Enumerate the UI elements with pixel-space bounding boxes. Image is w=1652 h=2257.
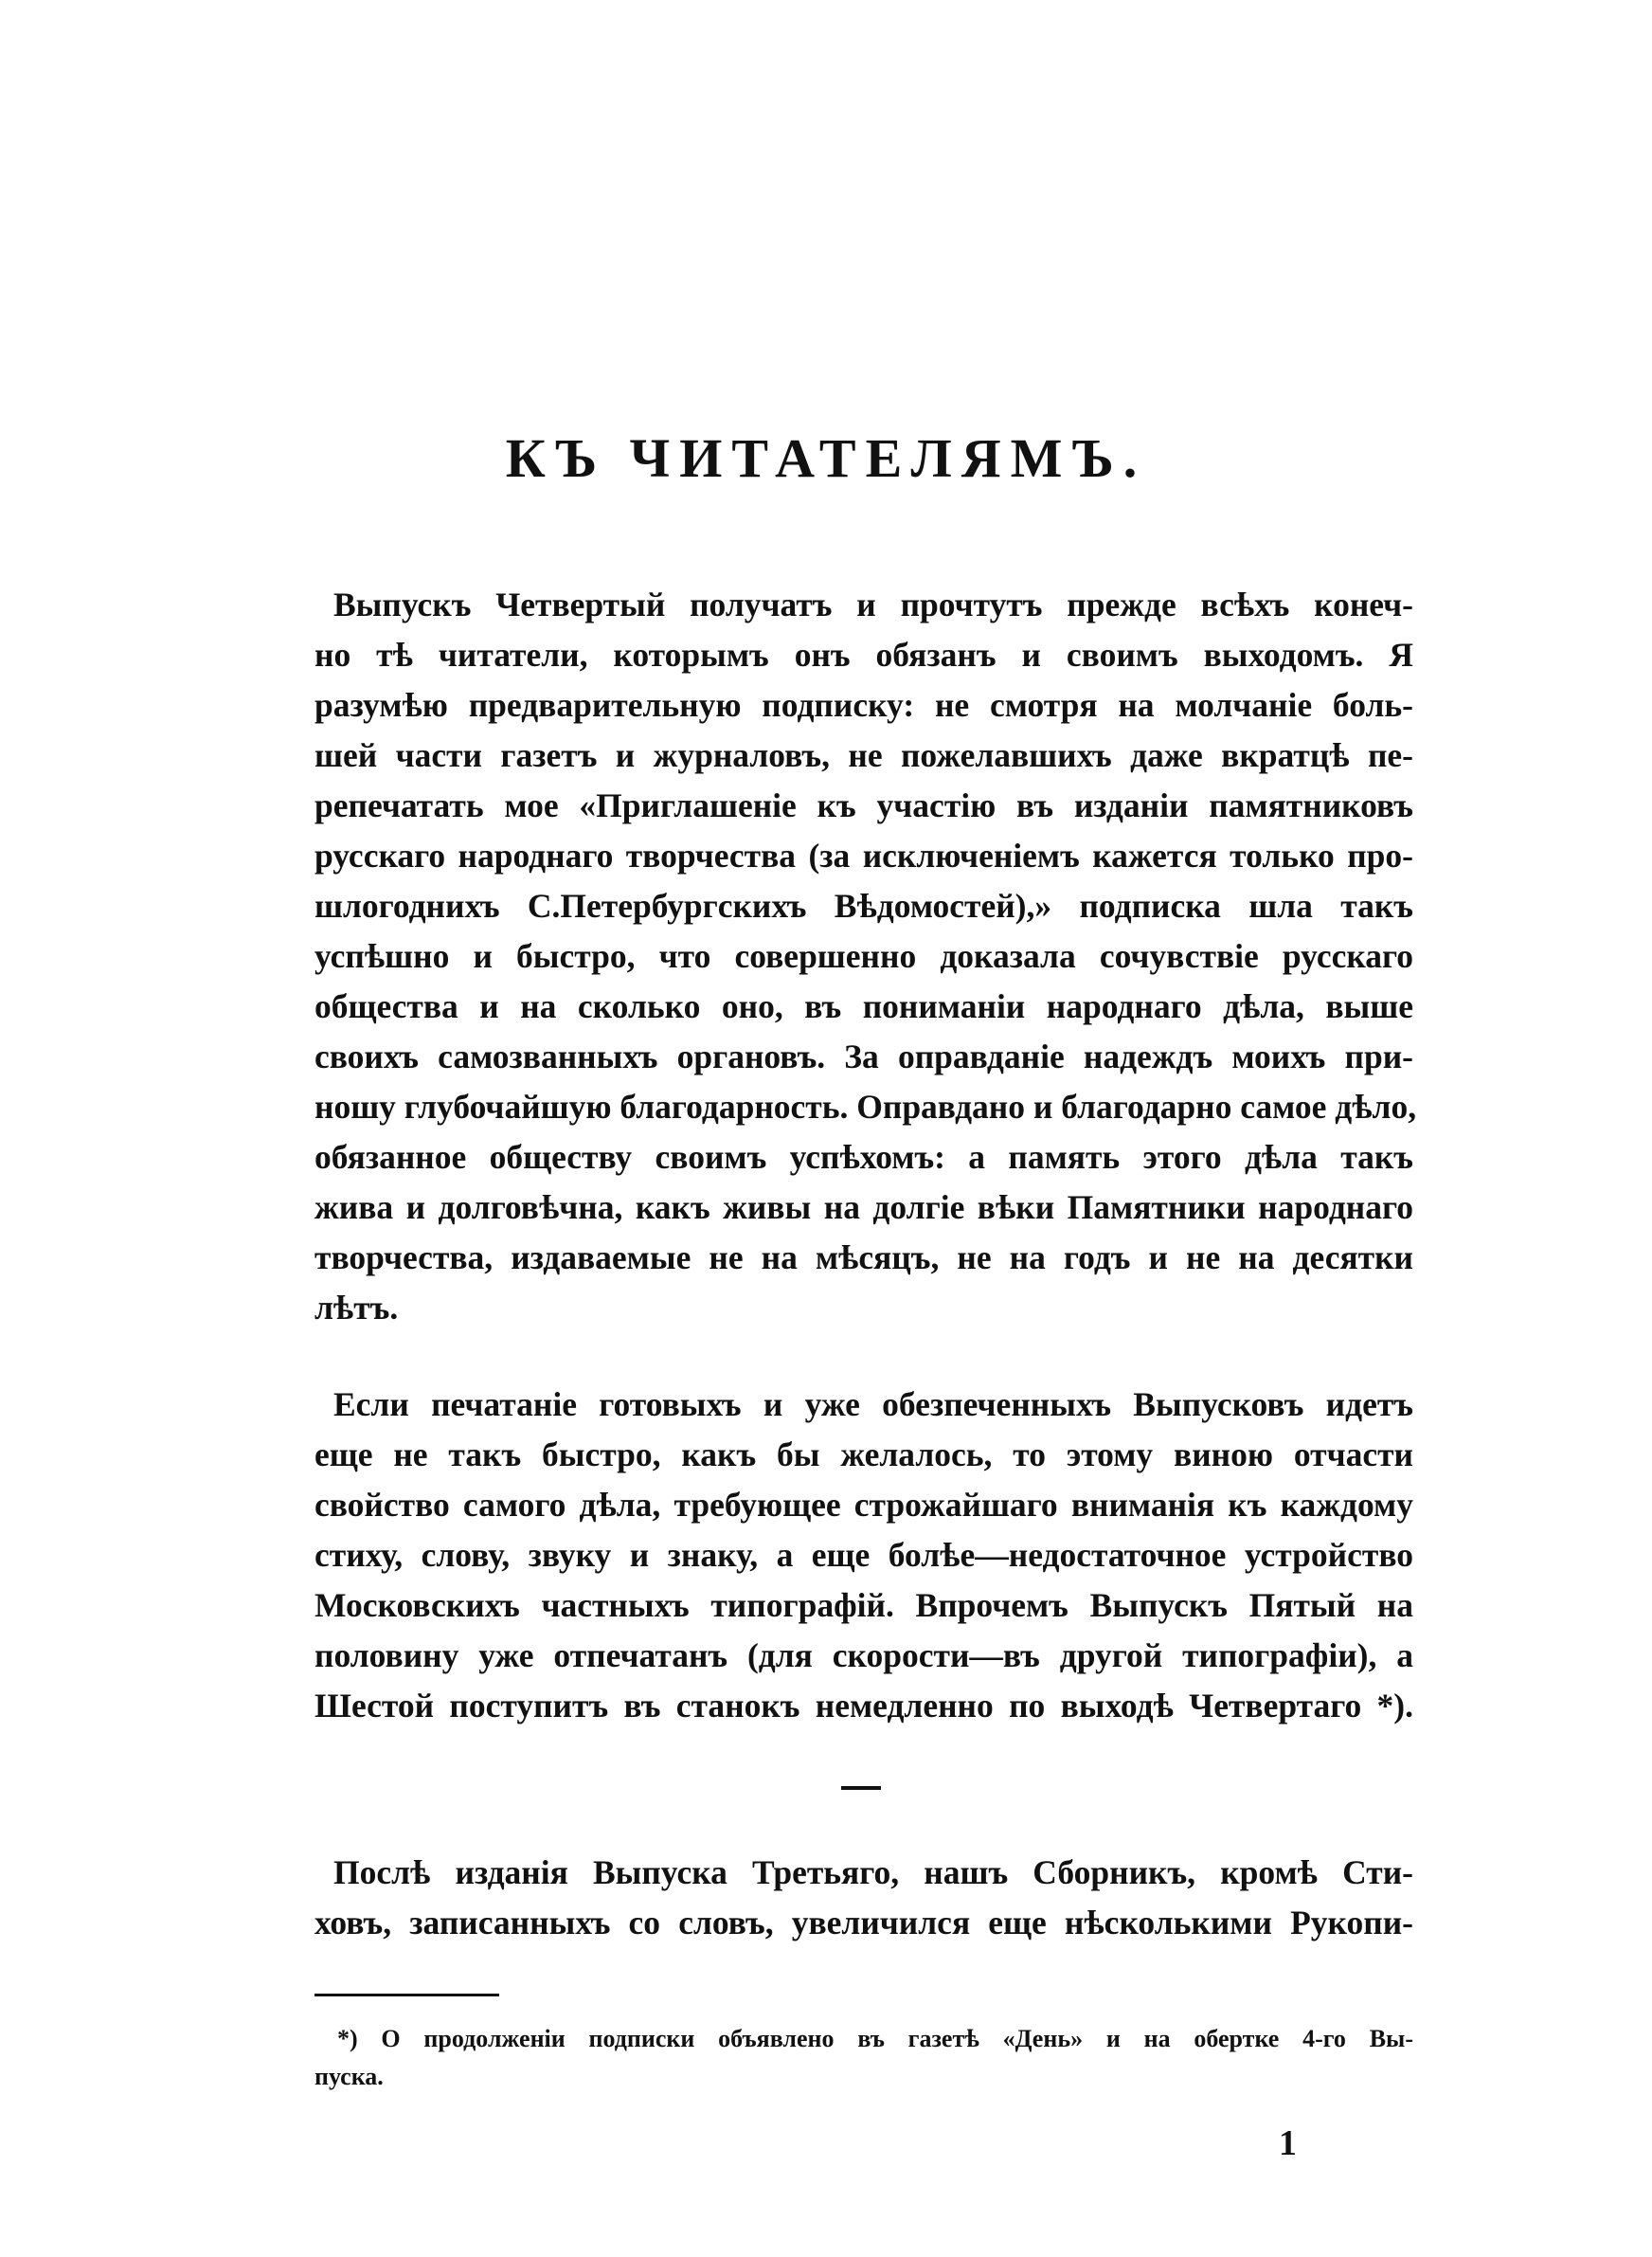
text-line: Послѣ изданія Выпуска Третьяго, нашъ Сборникъ, кромѣ Сти- bbox=[333, 1853, 1413, 1891]
text-line: половину уже отпечатанъ (для скорости—въ другой типографіи), а bbox=[314, 1636, 1413, 1674]
text-line: творчества, издаваемые не на мѣсяцъ, не на годъ и не на десятки bbox=[314, 1238, 1413, 1276]
page-title: КЪ ЧИТАТЕЛЯМЪ. bbox=[505, 427, 1147, 489]
text-line: своихъ самозванныхъ органовъ. За оправданіе надеждъ моихъ при- bbox=[314, 1038, 1413, 1075]
text-line: Шестой поступитъ въ станокъ немедленно по выходѣ Четвертаго *). bbox=[314, 1687, 1413, 1724]
footnote-line: пуска. bbox=[314, 2063, 384, 2090]
text-line: стиху, слову, звуку и знаку, а еще болѣе—недостаточное устройство bbox=[314, 1536, 1413, 1574]
paragraph-1 bbox=[314, 580, 1417, 1333]
text-line: общества и на сколько оно, въ пониманіи народнаго дѣла, выше bbox=[314, 987, 1413, 1025]
paragraph-2 bbox=[314, 1380, 1413, 1731]
text-line: шлогоднихъ С.Петербургскихъ Вѣдомостей),» подписка шла такъ bbox=[314, 887, 1413, 925]
footnote-line: *) О продолженіи подписки объявлено въ газетѣ «День» и на обертке 4-го Вы- bbox=[337, 2025, 1413, 2052]
text-line: свойство самого дѣла, требующее строжайшаго вниманія къ каждому bbox=[314, 1486, 1413, 1524]
text-line: разумѣю предварительную подписку: не смотря на молчаніе боль- bbox=[314, 686, 1413, 724]
text-line: шей части газетъ и журналовъ, не пожелавшихъ даже вкратцѣ пе- bbox=[314, 736, 1413, 774]
text-line: но тѣ читатели, которымъ онъ обязанъ и своимъ выходомъ. Я bbox=[314, 636, 1413, 674]
footnote bbox=[314, 2020, 1413, 2096]
paragraph-3 bbox=[314, 1848, 1413, 1948]
text-line: обязанное обществу своимъ успѣхомъ: а память этого дѣла такъ bbox=[314, 1138, 1413, 1176]
text-line: Если печатаніе готовыхъ и уже обезпеченныхъ Выпусковъ идетъ bbox=[333, 1385, 1413, 1423]
text-line: русскаго народнаго творчества (за исключеніемъ кажется только про- bbox=[314, 837, 1413, 875]
text-line: жива и долговѣчна, какъ живы на долгіе вѣки Памятники народнаго bbox=[314, 1188, 1413, 1226]
footnote-rule bbox=[314, 1994, 499, 1996]
text-line: репечатать мое «Приглашеніе къ участію въ изданіи памятниковъ bbox=[314, 786, 1413, 824]
text-line: лѣтъ. bbox=[314, 1289, 399, 1327]
text-line: еще не такъ быстро, какъ бы желалось, то этому виною отчасти bbox=[314, 1435, 1413, 1473]
text-line: Выпускъ Четвертый получатъ и прочтутъ прежде всѣхъ конеч- bbox=[333, 586, 1413, 623]
text-line: успѣшно и быстро, что совершенно доказала сочувствіе русскаго bbox=[314, 937, 1413, 975]
text-line: ношу глубочайшую благодарность. Оправдано и благодарно самое дѣло, bbox=[314, 1088, 1417, 1126]
text-line: Московскихъ частныхъ типографій. Впрочемъ Выпускъ Пятый на bbox=[314, 1586, 1413, 1624]
section-separator-dash bbox=[841, 1786, 881, 1790]
text-line: ховъ, записанныхъ со словъ, увеличился еще нѣсколькими Рукопи- bbox=[314, 1904, 1413, 1941]
page-number: 1 bbox=[1279, 2123, 1297, 2163]
